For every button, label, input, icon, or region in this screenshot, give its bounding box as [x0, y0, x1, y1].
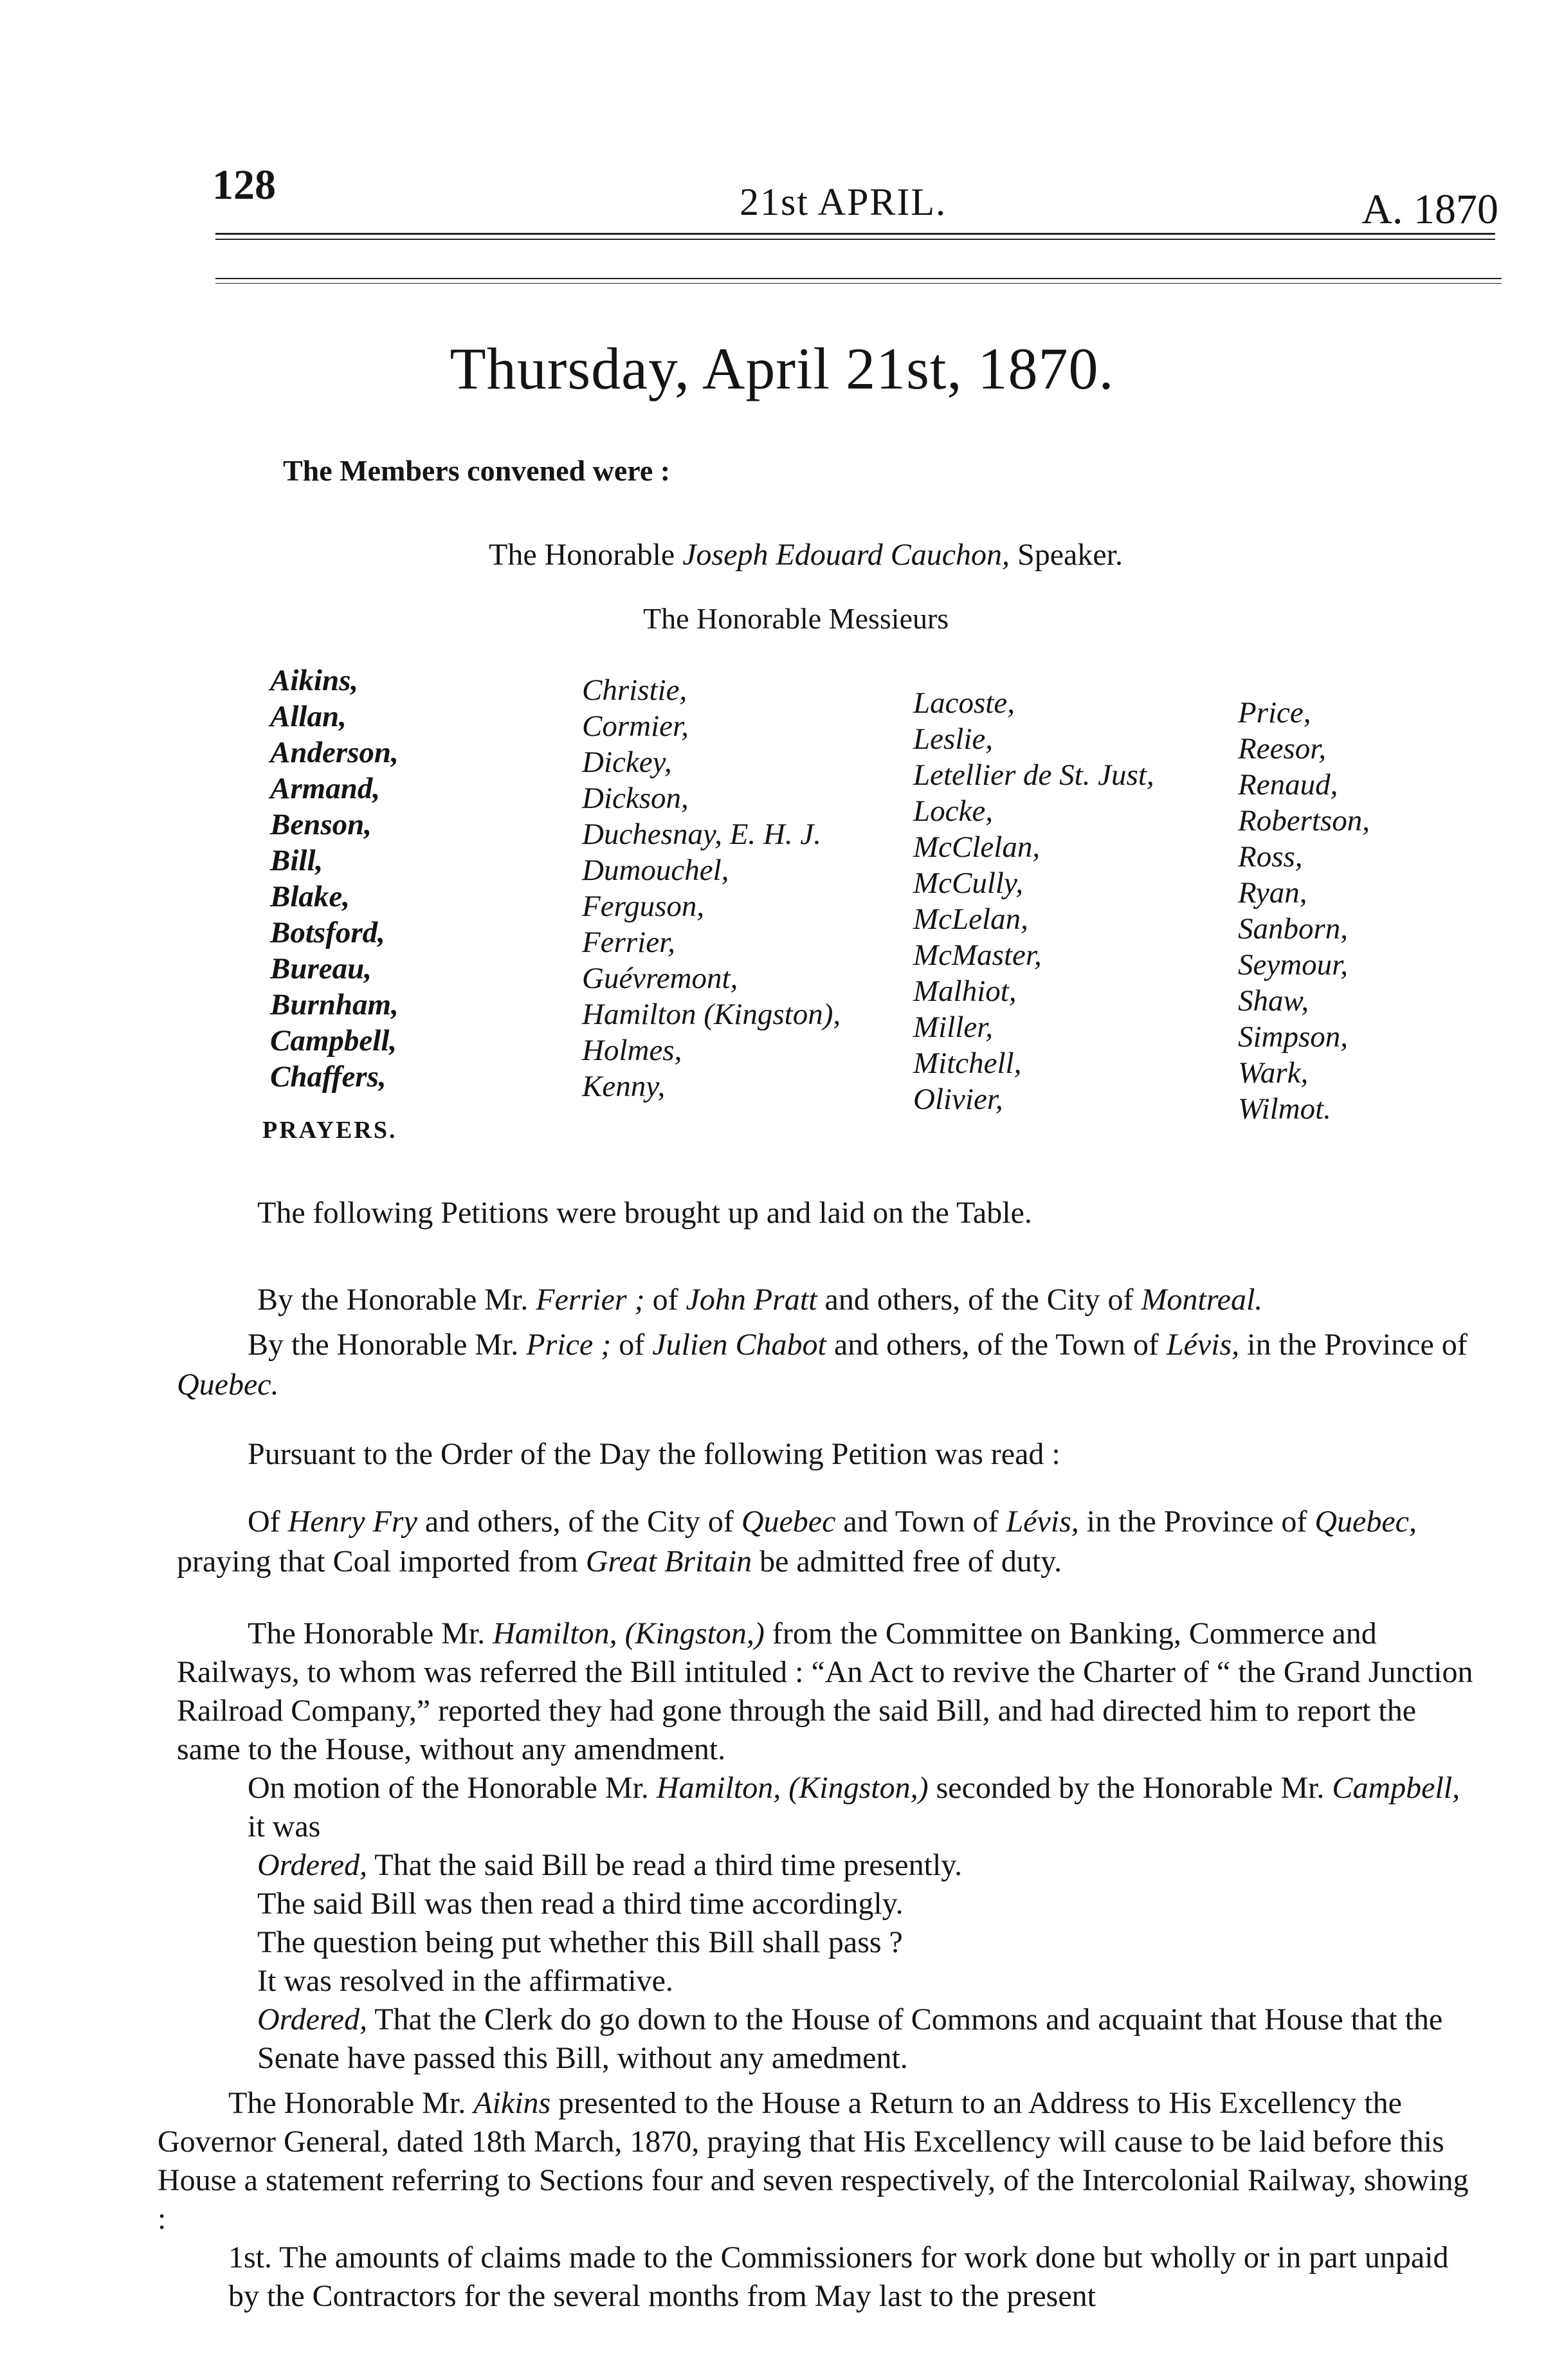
member-name: Leslie, [913, 722, 994, 756]
text-run: The Honorable Mr. [248, 1616, 486, 1651]
text-run: be admitted free of duty. [759, 1544, 1062, 1579]
fry-petition [177, 1502, 1476, 1582]
member-name: Price, [1238, 696, 1311, 729]
place-name: Quebec, [1314, 1505, 1417, 1539]
member-name: Sanborn, [1238, 912, 1349, 946]
member-name: Ferrier ; [536, 1283, 645, 1317]
day-heading: Thursday, April 21st, 1870. [450, 336, 1114, 401]
resolved-line: It was resolved in the affirmative. [257, 1964, 673, 1998]
member-name: Cormier, [582, 709, 689, 743]
text-run: That the said Bill be read a third time presently. [374, 1848, 963, 1882]
member-name: Campbell, [1332, 1771, 1460, 1805]
member-name: Simpson, [1238, 1020, 1349, 1054]
text-run: it was [248, 1809, 321, 1844]
member-name: Dickey, [582, 746, 672, 779]
ordered-label: Ordered, [257, 1848, 368, 1882]
petitions-paragraph [257, 1193, 1479, 1233]
messieurs-heading: The Honorable Messieurs [643, 602, 949, 635]
members-column-4 [1238, 695, 1370, 1127]
text-run: By the Honorable Mr. [257, 1283, 529, 1317]
text-run: and Town of [843, 1505, 999, 1539]
text-run: The Honorable Mr. [228, 2086, 466, 2120]
place-name: Great Britain [585, 1544, 752, 1579]
prayers-heading: PRAYERS. [262, 1117, 397, 1144]
member-name: Christie, [582, 673, 687, 707]
text-run: Of [248, 1505, 280, 1539]
member-name: Ryan, [1238, 876, 1307, 910]
header-rule [215, 283, 1502, 284]
member-name: Locke, [913, 794, 993, 828]
speaker-line [489, 537, 1123, 572]
member-name: Robertson, [1238, 804, 1370, 838]
member-name: Hamilton (Kingston), [582, 998, 841, 1031]
member-name: Letellier de St. Just, [913, 758, 1154, 792]
member-name: Aikins, [270, 664, 359, 697]
ferrier-petition [257, 1280, 1479, 1320]
member-name: Blake, [270, 880, 350, 913]
member-name: Reesor, [1238, 732, 1327, 765]
petitioner-name: Julien Chabot [652, 1328, 826, 1362]
member-name: Mitchell, [913, 1047, 1022, 1080]
petitioner-name: Henry Fry [287, 1505, 417, 1539]
member-name: Chaffers, [270, 1060, 386, 1094]
member-name: Miller, [913, 1011, 994, 1044]
member-name: McClelan, [913, 830, 1041, 864]
text-run: By the Honorable Mr. [248, 1328, 519, 1362]
member-name: Aikins [473, 2086, 551, 2120]
member-name: Anderson, [270, 736, 399, 769]
question-line: The question being put whether this Bill shall pass ? [257, 1925, 903, 1959]
member-name: Hamilton, (Kingston,) [493, 1616, 765, 1651]
aikins-return [158, 2084, 1482, 2316]
member-name: Price ; [526, 1328, 612, 1362]
speaker-name: Joseph Edouard Cauchon, [682, 538, 1010, 572]
member-name: Bill, [270, 844, 323, 877]
member-name: McMaster, [913, 938, 1042, 972]
place-name: Lévis, [1006, 1505, 1079, 1539]
members-column-1 [270, 663, 399, 1095]
petitioner-name: John Pratt [686, 1283, 817, 1317]
member-name: Malhiot, [913, 975, 1017, 1008]
member-name: Kenny, [582, 1070, 666, 1103]
first-item: 1st. The amounts of claims made to the Commissioners for work done but wholly or in part unpaid by the Contractors for the several months from May last to the present [228, 2240, 1449, 2313]
petitions-text: The following Petitions were brought up and laid on the Table. [257, 1196, 1032, 1230]
pursuant-paragraph [248, 1434, 1482, 1474]
running-year: A. 1870 [1361, 186, 1498, 233]
member-name: Holmes, [582, 1034, 682, 1067]
running-head [212, 154, 1498, 232]
member-name: Shaw, [1238, 984, 1309, 1018]
member-name: Seymour, [1238, 948, 1348, 982]
member-name: McLelan, [913, 902, 1028, 936]
page-number: 128 [212, 161, 276, 208]
member-name: Olivier, [913, 1083, 1003, 1116]
text-run: and others, of the Town of [833, 1328, 1159, 1362]
member-name: Renaud, [1238, 768, 1338, 801]
text-run: praying that Coal imported from [177, 1544, 578, 1579]
ordered-line [177, 1846, 1482, 1885]
ordered-line-2 [177, 2000, 1482, 2078]
text-run: in the Province of [1086, 1505, 1307, 1539]
price-petition [177, 1325, 1476, 1405]
members-intro: The Members convened were : [283, 454, 671, 487]
member-name: Duchesnay, E. H. J. [582, 818, 821, 851]
member-name: Hamilton, (Kingston,) [656, 1771, 929, 1805]
member-name: Dumouchel, [582, 854, 729, 887]
speaker-title: Speaker. [1017, 538, 1123, 572]
running-date: 21st APRIL. [740, 181, 947, 223]
member-name: Ross, [1238, 840, 1303, 874]
place-name: Lévis, [1166, 1328, 1240, 1362]
text-run: in the Province of [1247, 1328, 1468, 1362]
member-name: Botsford, [270, 916, 385, 949]
member-name: Ferrier, [582, 926, 675, 959]
member-name: McCully, [913, 866, 1023, 900]
pursuant-text: Pursuant to the Order of the Day the following Petition was read : [248, 1437, 1060, 1471]
text-run: and others, of the City of [424, 1505, 734, 1539]
speaker-prefix: The Honorable [489, 538, 675, 572]
text-run: of [619, 1328, 645, 1362]
members-column-3 [913, 685, 1154, 1117]
place-name: Quebec [741, 1505, 836, 1539]
member-name: Wark, [1238, 1056, 1309, 1090]
text-run: presented to the House a Return to an Address to His Excellency the Governor General, dated 18th March, 1870, praying that His Excellency will cause to be laid before this House a statement referring to Sections four and seven respectively, of the Intercolonial Railway, showing : [158, 2086, 1469, 2236]
member-name: Lacoste, [913, 686, 1015, 720]
member-name: Burnham, [270, 988, 399, 1021]
header-rule [215, 278, 1502, 279]
members-column-2 [582, 672, 841, 1104]
member-name: Benson, [270, 808, 372, 841]
member-name: Campbell, [270, 1024, 397, 1057]
member-name: Dickson, [582, 782, 689, 815]
text-run: of [652, 1283, 678, 1317]
text-run: seconded by the Honorable Mr. [936, 1771, 1325, 1805]
text-run: On motion of the Honorable Mr. [248, 1771, 649, 1805]
member-name: Armand, [270, 772, 381, 805]
header-rule [215, 233, 1495, 235]
member-name: Allan, [270, 700, 347, 733]
hamilton-report [177, 1615, 1482, 2078]
ordered-label: Ordered, [257, 2002, 368, 2037]
text-run: from the Committee on Banking, Commerce and Railways, to whom was referred the Bill intituled : “An Act to revive the Charter of “ the Grand Junction Railroad Company,” reported they had gone through the said Bill, and had directed him to report the same to the House, without any amendment. [177, 1616, 1473, 1766]
member-name: Wilmot. [1238, 1092, 1331, 1126]
text-run: That the Clerk do go down to the House of Commons and acquaint that House that the Senate have passed this Bill, without any amedment. [257, 2002, 1443, 2075]
header-rule [215, 239, 1495, 240]
third-reading-line: The said Bill was then read a third time accordingly. [257, 1887, 904, 1921]
member-name: Bureau, [270, 952, 372, 985]
place-name: Quebec. [177, 1368, 279, 1402]
motion-line [177, 1769, 1482, 1846]
member-name: Ferguson, [582, 890, 705, 923]
place-name: Montreal. [1141, 1283, 1263, 1317]
text-run: and others, of the City of [824, 1283, 1134, 1317]
member-name: Guévremont, [582, 962, 738, 995]
